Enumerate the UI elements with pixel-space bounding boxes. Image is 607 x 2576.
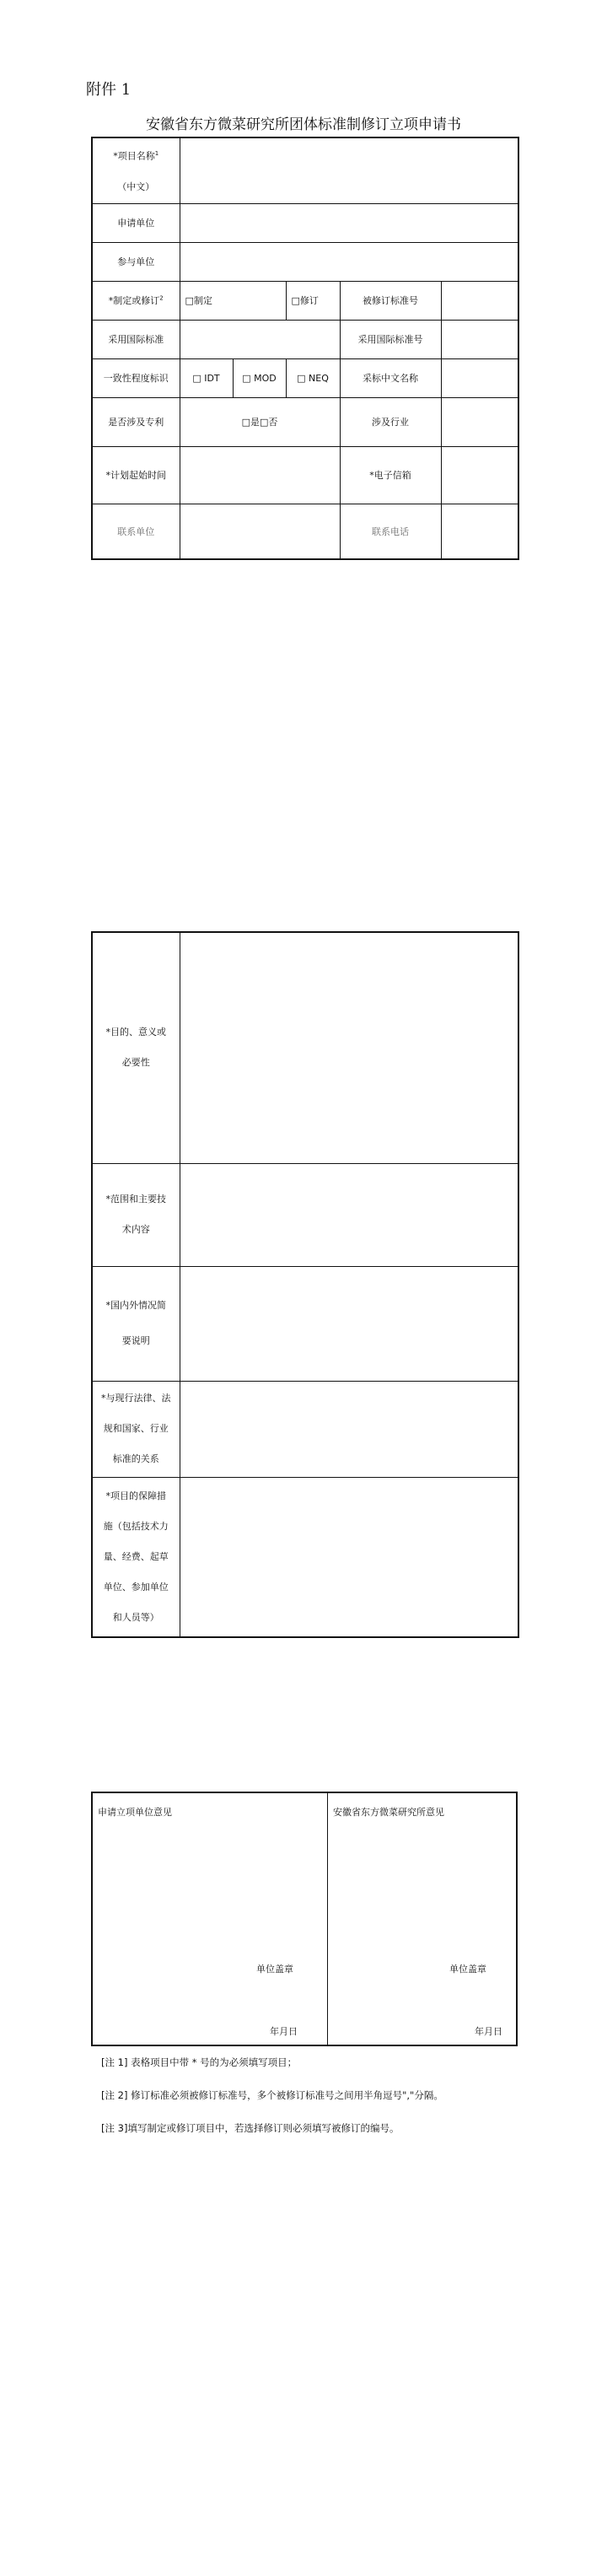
contact-unit-field[interactable] [180,504,340,559]
institute-seal-label: 单位盖章 [449,1964,486,1975]
guarantee-field[interactable] [180,1477,518,1637]
applicant-field[interactable] [180,203,518,242]
participant-label: 参与单位 [92,242,180,281]
intl-std-label: 采用国际标准 [92,320,180,358]
cn-name-label: 采标中文名称 [340,358,441,397]
neq-checkbox[interactable]: □ NEQ [286,358,340,397]
relation-field[interactable] [180,1381,518,1477]
email-field[interactable] [441,446,518,504]
industry-field[interactable] [441,397,518,446]
start-time-field[interactable] [180,446,340,504]
revise-checkbox[interactable]: □修订 [286,281,340,320]
start-time-label: *计划起始时间 [92,446,180,504]
intl-std-no-field[interactable] [441,320,518,358]
applicant-opinion-box[interactable] [93,1793,328,2045]
relation-label: *与现行法律、法 规和国家、行业 标准的关系 [92,1381,180,1477]
purpose-label: *目的、意义或 必要性 [92,932,180,1163]
application-form-basic [91,137,519,560]
revise-type-label: *制定或修订$^2$ [92,281,180,320]
institute-opinion-title: 安徽省东方微菜研究所意见 [333,1807,444,1818]
intl-std-no-label: 采用国际标准号 [340,320,441,358]
guarantee-label: *项目的保障措 施（包括技术力 量、经费、起草 单位、参加单位 和人员等） [92,1477,180,1637]
contact-phone-field[interactable] [441,504,518,559]
institute-date-label: 年月日 [475,2026,502,2037]
project-name-label: *项目名称$^1$ （中文） [92,137,180,203]
consistency-label: 一致性程度标识 [92,358,180,397]
patent-label: 是否涉及专利 [92,397,180,446]
scope-field[interactable] [180,1163,518,1266]
note-1: [注 1] 表格项目中带 * 号的为必须填写项目； [101,2056,298,2068]
email-label: *电子信箱 [340,446,441,504]
idt-checkbox[interactable]: □ IDT [180,358,233,397]
patent-checkboxes[interactable]: □是□否 [180,397,340,446]
participant-field[interactable] [180,242,518,281]
intl-std-field[interactable] [180,320,340,358]
revised-std-no-label: 被修订标准号 [340,281,441,320]
purpose-field[interactable] [180,932,518,1163]
annex-label: 附件 1 [86,81,132,99]
industry-label: 涉及行业 [340,397,441,446]
mod-checkbox[interactable]: □ MOD [233,358,286,397]
contact-phone-label: 联系电话 [340,504,441,559]
scope-label: *范围和主要技 术内容 [92,1163,180,1266]
create-checkbox[interactable]: □制定 [180,281,286,320]
cn-name-field[interactable] [441,358,518,397]
status-label: *国内外情况简 要说明 [92,1266,180,1381]
opinion-section [91,1792,518,2046]
revised-std-no-field[interactable] [441,281,518,320]
applicant-date-label: 年月日 [270,2026,298,2037]
applicant-label: 申请单位 [92,203,180,242]
document-title: 安徽省东方微菜研究所团体标准制修订立项申请书 [146,116,461,133]
contact-unit-label: 联系单位 [92,504,180,559]
application-form-content [91,931,519,1638]
project-name-field[interactable] [180,137,518,203]
note-3: [注 3]填写制定或修订项目中，若选择修订则必须填写被修订的编号。 [101,2122,400,2134]
applicant-seal-label: 单位盖章 [256,1964,293,1975]
institute-opinion-box[interactable] [328,1793,516,2045]
applicant-opinion-title: 申请立项单位意见 [98,1807,172,1818]
status-field[interactable] [180,1266,518,1381]
note-2: [注 2] 修订标准必须被修订标准号，多个被修订标准号之间用半角逗号","分隔。 [101,2089,443,2101]
